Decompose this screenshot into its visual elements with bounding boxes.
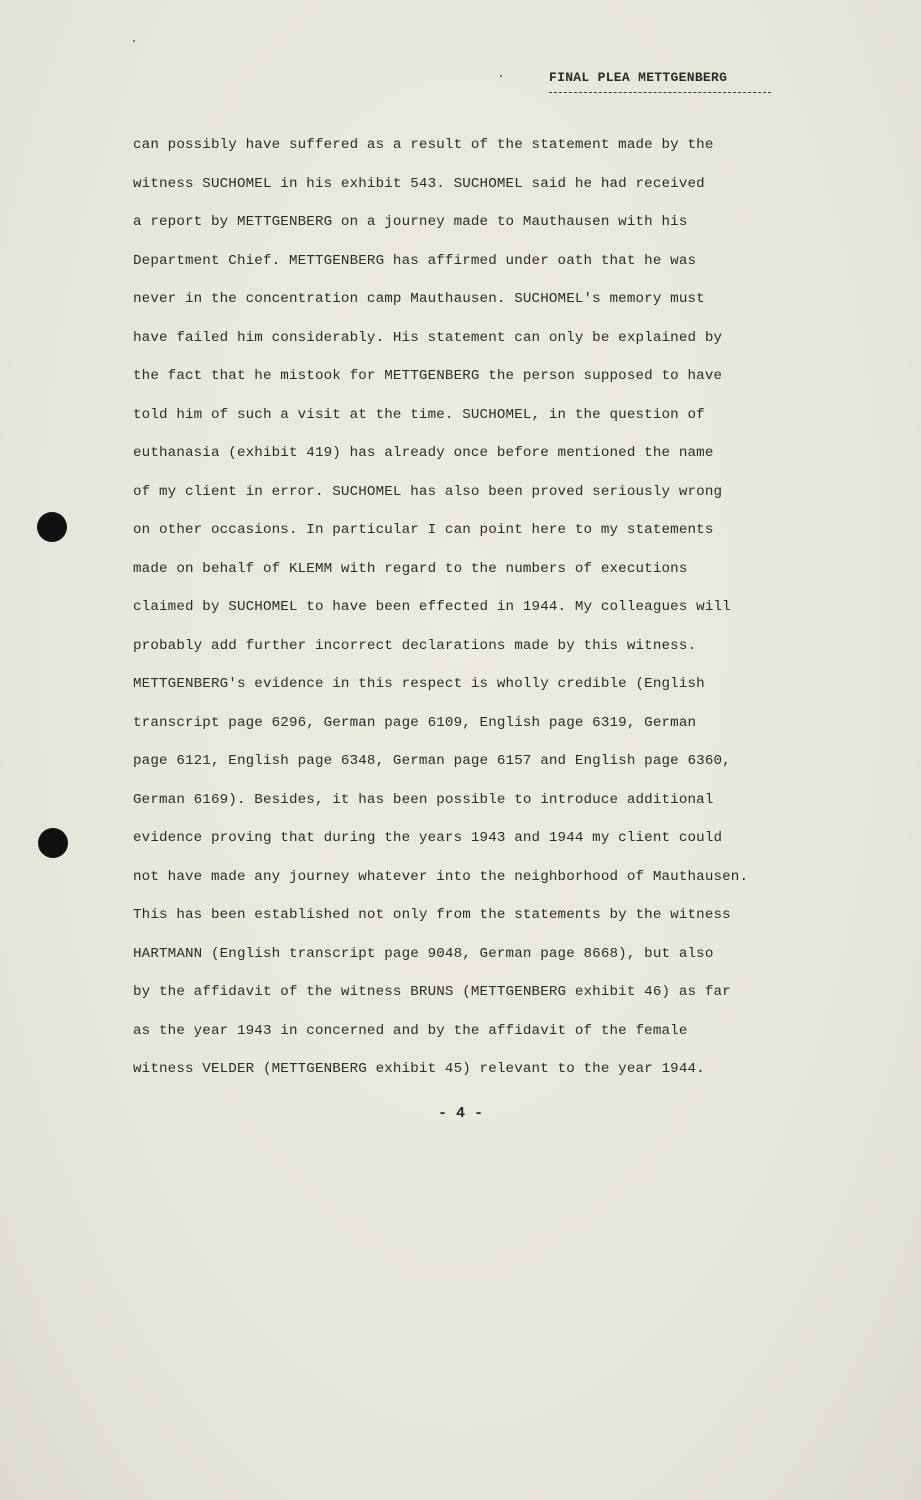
- paper-speck: [133, 40, 135, 42]
- punch-hole: [37, 512, 67, 542]
- document-header: FINAL PLEA METTGENBERG: [549, 70, 728, 85]
- text-line: HARTMANN (English transcript page 9048, German page 8668), but also: [133, 945, 714, 962]
- text-line: page 6121, English page 6348, German page 6157 and English page 6360,: [133, 753, 731, 769]
- text-line: of my client in error. SUCHOMEL has also been proved seriously wrong: [133, 483, 723, 500]
- page-number: - 4 -: [437, 1105, 483, 1122]
- body-text: [133, 134, 823, 1097]
- text-line: told him of such a visit at the time. SUCHOMEL, in the question of: [133, 406, 705, 423]
- text-line: never in the concentration camp Mauthausen. SUCHOMEL's memory must: [133, 291, 705, 307]
- paper-speck: [500, 75, 502, 77]
- text-line: have failed him considerably. His statement can only be explained by: [133, 329, 723, 346]
- text-line: made on behalf of KLEMM with regard to the numbers of executions: [133, 560, 688, 577]
- text-line: claimed by SUCHOMEL to have been effected in 1944. My colleagues will: [133, 599, 731, 615]
- text-line: witness VELDER (METTGENBERG exhibit 45) relevant to the year 1944.: [133, 1061, 705, 1077]
- text-line: the fact that he mistook for METTGENBERG the person supposed to have: [133, 368, 723, 384]
- text-line: not have made any journey whatever into the neighborhood of Mauthausen.: [133, 868, 749, 885]
- text-line: This has been established not only from the statements by the witness: [133, 907, 731, 923]
- header-underline: [549, 92, 771, 93]
- text-line: Department Chief. METTGENBERG has affirmed under oath that he was: [133, 252, 697, 269]
- text-line: probably add further incorrect declarations made by this witness.: [133, 637, 697, 654]
- text-line: German 6169). Besides, it has been possible to introduce additional: [133, 791, 714, 808]
- text-line: on other occasions. In particular I can point here to my statements: [133, 522, 714, 538]
- text-line: METTGENBERG's evidence in this respect is wholly credible (English: [133, 676, 705, 692]
- text-line: a report by METTGENBERG on a journey made to Mauthausen with his: [133, 214, 688, 230]
- text-line: evidence proving that during the years 1943 and 1944 my client could: [133, 830, 723, 846]
- text-line: witness SUCHOMEL in his exhibit 543. SUCHOMEL said he had received: [133, 175, 705, 192]
- punch-hole: [38, 828, 68, 858]
- text-line: as the year 1943 in concerned and by the affidavit of the female: [133, 1022, 688, 1039]
- text-line: by the affidavit of the witness BRUNS (METTGENBERG exhibit 46) as far: [133, 984, 731, 1000]
- text-line: euthanasia (exhibit 419) has already once before mentioned the name: [133, 445, 714, 461]
- text-line: transcript page 6296, German page 6109, English page 6319, German: [133, 714, 697, 731]
- text-line: can possibly have suffered as a result of the statement made by the: [133, 137, 714, 153]
